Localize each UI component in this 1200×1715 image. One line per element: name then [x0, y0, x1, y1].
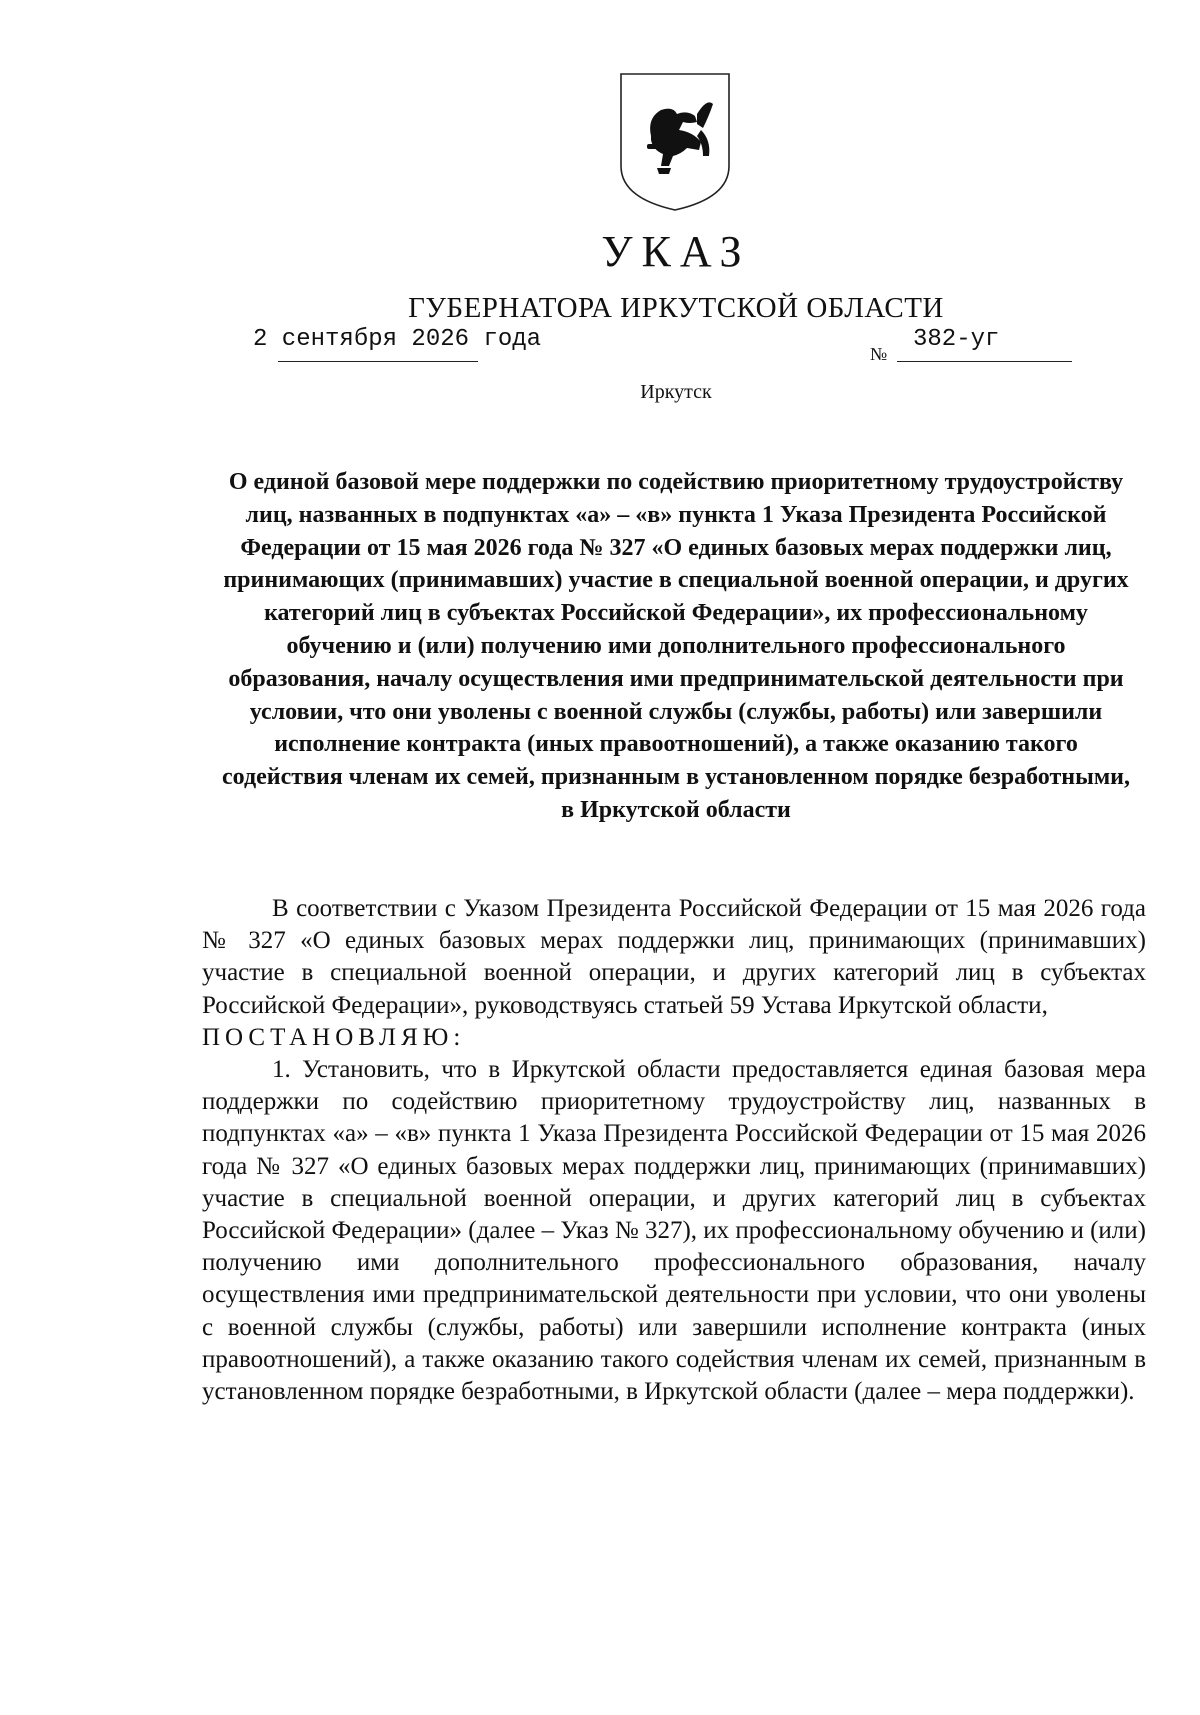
number-sign: № — [870, 344, 888, 364]
document-title: УКАЗ — [601, 227, 751, 276]
paragraph-1: 1. Установить, что в Иркутской области предоставляется единая базовая мера поддержки по содействию приоритетному трудоустройству лиц, названных в подпунктах «а» – «в» пункта 1 Указа Президента Российской Федерации от 15 мая 2026 года № 327 «О единых базовых мерах поддержки лиц, принимающих (принимавших) участие в специальной военной операции, и других категорий лиц в субъектах Российской Федерации» (далее – Указ № 327), их профессиональному обучению и (или) получению ими дополнительного профессионального образования, началу осуществления ими предпринимательской деятельности при условии, что они уволены с военной службы (службы, работы) или завершили исполнение контракта (иных правоотношений), а также оказанию такого содействия членам их семей, признанным в установленном порядке безработными, в Иркутской области (далее – мера поддержки). — [202, 1056, 1146, 1406]
document-city: Иркутск — [640, 381, 712, 403]
decree-word: ПОСТАНОВЛЯЮ: — [202, 1023, 466, 1051]
document-subtitle: ГУБЕРНАТОРА ИРКУТСКОЙ ОБЛАСТИ — [408, 292, 944, 324]
document-body — [202, 893, 1146, 1408]
preamble-paragraph: В соответствии с Указом Президента Российской Федерации от 15 мая 2026 года № 327 «О единых базовых мерах поддержки лиц, принимающих (принимавших) участие в специальной военной операции, и других категорий лиц в субъектах Российской Федерации», руководствуясь статьей 59 Устава Иркутской области, — [202, 895, 1146, 1019]
number-underline — [897, 361, 1072, 362]
document-date: 2 сентября 2026 года — [253, 326, 542, 353]
document-heading: О единой базовой мере поддержки по содействию приоритетному трудоустройству лиц, названных в подпунктах «а» – «в» пункта 1 Указа Президента Российской Федерации от 15 мая 2026 года № 327 «О единых базовых мерах поддержки лиц, принимающих (принимавших) участие в специальной военной операции, и других категорий лиц в субъектах Российской Федерации», их профессиональному обучению и (или) получению ими дополнительного профессионального образования, началу осуществления ими предпринимательской деятельности при условии, что они уволены с военной службы (службы, работы) или завершили исполнение контракта (иных правоотношений), а также оказанию такого содействия членам их семей, признанным в установленном порядке безработными, в Иркутской области — [221, 469, 1130, 823]
document-number: 382-уг — [913, 326, 1000, 353]
coat-of-arms-icon — [617, 70, 733, 214]
date-underline — [278, 361, 478, 362]
